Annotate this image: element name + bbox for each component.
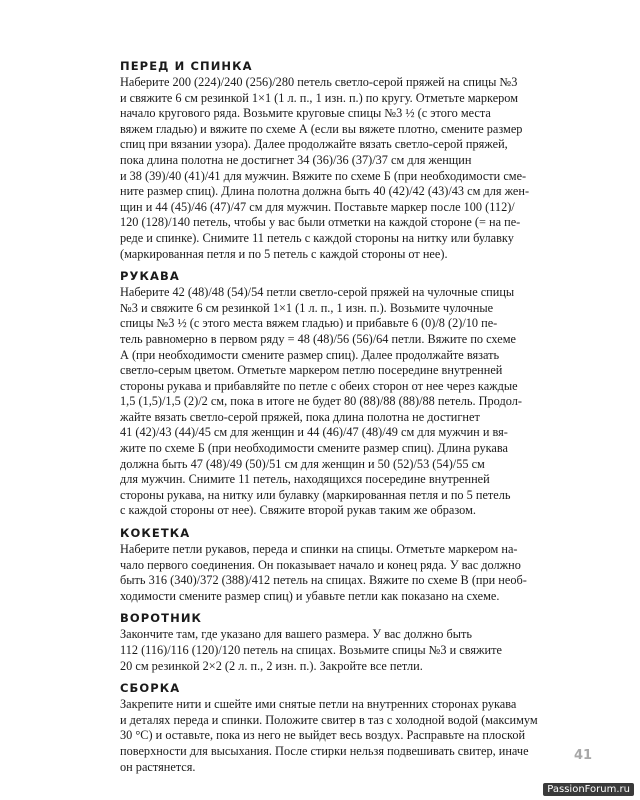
text-line: (маркированная петля и по 5 петель с каждой стороны от нее). xyxy=(120,246,448,261)
text-line: он растянется. xyxy=(120,759,196,774)
text-line: стороны рукава, на нитку или булавку (маркированная петля и по 5 петель xyxy=(120,487,511,502)
section-body xyxy=(120,75,540,262)
text-line: щин и 44 (45)/46 (47)/47 см для мужчин. Поставьте маркер после 100 (112)/ xyxy=(120,199,515,214)
text-line: чало первого соединения. Он показывает начало и конец ряда. У вас должно xyxy=(120,557,521,572)
text-line: спицы №3 ½ (с этого места вяжем гладью) и прибавьте 6 (0)/8 (2)/10 пе- xyxy=(120,316,498,331)
page-content xyxy=(120,58,540,781)
text-line: начало кругового ряда. Возьмите круговые спицы №3 ½ (с этого места xyxy=(120,106,491,121)
text-line: ните размер спиц). Длина полотна должна быть 40 (42)/42 (43)/43 см для жен- xyxy=(120,184,530,199)
text-line: Закрепите нити и сшейте ими снятые петли на внутренних сторонах рукава xyxy=(120,697,517,712)
page-number: 41 xyxy=(574,748,593,763)
section-0 xyxy=(120,58,540,262)
watermark: PassionForum.ru xyxy=(543,783,634,796)
section-heading: СБОРКА xyxy=(120,681,181,696)
text-line: вяжем гладью) и вяжите по схеме А (если вы вяжете плотно, смените размер xyxy=(120,121,523,136)
text-line: А (при необходимости смените размер спиц). Далее продолжайте вязать xyxy=(120,347,500,362)
text-line: Закончите там, где указано для вашего размера. У вас должно быть xyxy=(120,627,473,642)
section-body xyxy=(120,285,540,519)
text-line: реде и спинке). Снимите 11 петель с каждой стороны на нитку или булавку xyxy=(120,230,514,245)
text-line: Наберите 200 (224)/240 (256)/280 петель светло-серой пряжей на спицы №3 xyxy=(120,75,518,89)
text-line: Наберите петли рукавов, переда и спинки на спицы. Отметьте маркером на- xyxy=(120,542,518,557)
text-line: должна быть 47 (48)/49 (50)/51 см для женщин и 50 (52)/53 (54)/55 см xyxy=(120,456,485,471)
text-line: 112 (116)/116 (120)/120 петель на спицах. Возьмите спицы №3 и свяжите xyxy=(120,643,502,657)
text-line: стороны рукава и прибавляйте по петле с обеих сторон от нее через каждые xyxy=(120,378,518,393)
section-heading: РУКАВА xyxy=(120,269,180,284)
text-line: жайте вязать светло-серой пряжей, пока длина полотна не достигнет xyxy=(120,409,480,424)
text-line: с каждой стороны от нее). Свяжите второй рукав таким же образом. xyxy=(120,503,476,518)
section-heading: КОКЕТКА xyxy=(120,526,191,541)
text-line: светло-серым цветом. Отметьте маркером петлю посередине внутренней xyxy=(120,363,503,378)
text-line: и деталях переда и спинки. Положите свитер в таз с холодной водой (максимум xyxy=(120,712,538,727)
section-heading: ВОРОТНИК xyxy=(120,611,203,626)
section-3 xyxy=(120,610,540,674)
text-line: 20 см резинкой 2×2 (2 л. п., 2 изн. п.). Закройте все петли. xyxy=(120,658,423,673)
text-line: и свяжите 6 см резинкой 1×1 (1 л. п., 1 изн. п.) по кругу. Отметьте маркером xyxy=(120,90,518,105)
text-line: быть 316 (340)/372 (388)/412 петель на спицах. Вяжите по схеме В (при необ- xyxy=(120,573,527,588)
section-body xyxy=(120,697,540,775)
text-line: тель равномерно в первом ряду = 48 (48)/56 (56)/64 петли. Вяжите по схеме xyxy=(120,331,516,346)
text-line: ходимости смените размер спиц) и убавьте петли как показано на схеме. xyxy=(120,588,500,603)
section-body xyxy=(120,542,540,604)
text-line: жите по схеме Б (при необходимости смените размер спиц). Длина рукава xyxy=(120,441,508,456)
text-line: пока длина полотна не достигнет 34 (36)/36 (37)/37 см для женщин xyxy=(120,152,472,167)
text-line: и 38 (39)/40 (41)/41 для мужчин. Вяжите по схеме Б (при необходимости сме- xyxy=(120,168,527,183)
text-line: 120 (128)/140 петель, чтобы у вас были отметки на каждой стороне (= на пе- xyxy=(120,215,521,230)
text-line: поверхности для высыхания. После стирки нельзя подвешивать свитер, иначе xyxy=(120,743,529,758)
text-line: для мужчин. Снимите 11 петель, находящихся посередине внутренней xyxy=(120,472,490,487)
section-heading: ПЕРЕД И СПИНКА xyxy=(120,59,253,73)
text-line: Наберите 42 (48)/48 (54)/54 петли светло-серой пряжей на чулочные спицы xyxy=(120,285,515,300)
text-line: 30 °C) и оставьте, пока из него не выйдет весь воздух. Расправьте на плоской xyxy=(120,728,526,743)
text-line: 41 (42)/43 (44)/45 см для женщин и 44 (46)/47 (48)/49 см для мужчин и вя- xyxy=(120,425,508,440)
text-line: 1,5 (1,5)/1,5 (2)/2 см, пока в итоге не будет 80 (88)/88 (88)/88 петель. Продол- xyxy=(120,394,522,409)
text-line: №3 и свяжите 6 см резинкой 1×1 (1 л. п., 1 изн. п.). Возьмите чулочные xyxy=(120,300,494,315)
section-body xyxy=(120,627,540,674)
section-1 xyxy=(120,268,540,519)
text-line: спиц при вязании узора). Далее продолжайте вязать светло-серой пряжей, xyxy=(120,137,508,152)
section-2 xyxy=(120,525,540,604)
section-4 xyxy=(120,680,540,775)
